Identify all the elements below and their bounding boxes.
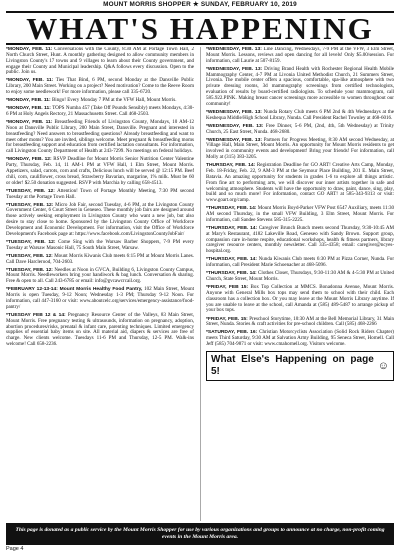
event-text: Box Top Collection at MMCS. Bonadonna Avenue, Mount Morris. Anyone with General Mills box tops may send them to school with their child. Each classroom has a collection box. Or you may leave at the Mount Morris Library anytime. If you are unable to leave at the school, call Amanda at (585) 489-5487 to arrange pickup of your box tops. [206, 284, 394, 314]
event-date: *MONDAY, FEB. 11: [6, 47, 53, 52]
event-entry [206, 285, 394, 314]
event-date: *TUESDAY, FEB. 12: [6, 188, 55, 194]
event-entry [6, 157, 194, 186]
masthead: MOUNT MORRIS SHOPPER ★ SUNDAY, FEBRUARY 10, 2019 [103, 1, 297, 8]
event-date: *FRIDAY, FEB 15: [206, 285, 249, 291]
event-entry [6, 120, 194, 155]
event-date: *SATURDAY, FEB. 16: [206, 330, 258, 336]
event-entry [206, 257, 394, 269]
event-entry [6, 78, 194, 96]
event-date: *MONDAY, FEB. 11: [6, 106, 51, 112]
event-entry [6, 47, 194, 76]
event-text: Clothes Closet, Thursdays, 9:30-11:30 AM & 4-5:30 PM at United Church, State Street, Mount Morris. [206, 270, 394, 283]
smiley-icon: ☺ [377, 359, 389, 372]
right-entries [206, 47, 394, 348]
event-date: *THURSDAY, FEB. 14: [206, 257, 258, 263]
event-entry [6, 268, 194, 286]
page-title: WHAT'S HAPPENING [6, 11, 394, 45]
event-text: Micro Job Fair, second Tuesday, 4-6 PM, at the Livingston County Government Center, 6 Court Street in Geneseo. These monthly job fairs are designed around those actively seeking employment in Livingston County who want a new job, but also desire to stay close to home. Sponsored by the Livingston County Office of Workforce Development and Economic Development. For information, visit the Office of Workforce Development's Facebook page at: https://www.facebook.com/LivingstonCountyJobFair/ [6, 201, 194, 237]
event-text: Preschool Storytime, 10:30 AM at the Bell Memorial Library, 31 Main Street, Nunda. Stories & craft activities for pre-school children. Call (585) 468-2266 [206, 315, 394, 328]
event-entry [206, 271, 394, 283]
event-date: *FEBRUARY 12-13-14: Mount Morris Healthy Food Pantry, [6, 287, 143, 293]
event-date: *TUESDAY, FEB. 12: [6, 239, 56, 245]
event-text: Line Dancing, Wednesdays, 7-9 PM at the VFW, 3 Elm Street, Mount Morris. Lessons, reviews and open dancing for all levels! Only $5.00/session. For information, call Laurie at 507-8159. [206, 47, 394, 64]
event-text: Needles at Noon in GVCA, Building 6, Livingston County Campus, Mount Morris. Needleworkers bring your handiwork & bag lunch. Conversation & sharing. Free & open to all. Call 243-6785 or email: info@gvcawcrcail.org. [6, 266, 194, 285]
event-text: Bingo! Every Monday 7 PM at the VFW Hall, Mount Morris. [51, 97, 177, 104]
event-date: *THURSDAY, FEB. 14: [206, 225, 258, 231]
event-date: *TUESDAY, FEB. 12: [6, 267, 53, 273]
event-date: *WEDNESDAY, FEB. 13: [206, 47, 262, 52]
event-text: Pregnancy Resource Center of the Valleys, 83 Main Street, Mount Morris. Free pregnancy testing & ultrasounds, information on pregnancy, adoption, abortion procedures/risks, prenatal & infant care, parenting techniques. Limited emergency supplies of essential baby items on site. All material aid, diapers & services are free of charge. New clients welcome. Tuesdays 11-6 PM and Thursday, 12-5 PM. Walk-ins welcome! Call 658-2236. [6, 311, 194, 348]
event-date: *TUESDAY, FEB. 12: [6, 253, 53, 259]
event-date: *THURSDAY, FEB. 14: [206, 271, 257, 277]
event-entry [206, 124, 394, 136]
event-date: *WEDNESDAY, FEB. 13: [206, 137, 262, 143]
event-date: *MONDAY, FEB. 11: [6, 78, 54, 84]
event-text: Come Sing with the Warsaw Barber Shoppers, 7-9 PM every Tuesday at Warsaw Masonic Hall, 75 South Main Street, Warsaw. [6, 238, 194, 251]
event-entry [6, 254, 194, 266]
event-text: Breastfeeding Friends of Livingston County, Mondays, 10 AM-12 Noon at Dansville Public Library, 200 Main Street, Dansville. Pregnant and interested in breastfeeding? Need answers to breastfeeding questions? Already breastfeeding and want to meet other moms? You are invited, siblings welcome. Meet pregnant & breastfeeding moms for breastfeeding support and education from certified lactation consultants. For information, call Livingston County Department of Health at 243-7299. No meetings on federal holidays. [6, 119, 194, 155]
event-text: Nunda Rotary Club meets 6 PM 2nd & 4th Wednesdays at the Keshequa Middle/High School Library, Nunda. Call President Rachel Townley at 468-6016. [206, 108, 394, 121]
event-entry [206, 226, 394, 255]
event-date: *WEDNESDAY, FEB. 13: [206, 123, 264, 129]
event-text: Attention! Town of Portage Monthly Meeting, 7:30 PM second Tuesday at the Portage Town Hall. [6, 187, 194, 200]
event-date: THURSDAY, FEB. 14: [206, 163, 256, 169]
event-entry [206, 317, 394, 329]
event-text: Nunda Kiwanis Club meets 6:30 PM at Pizza Corner, Nunda. For information, call President Marie Schoenacher at 468-5096. [206, 256, 394, 269]
event-text: Partners for Progress Meeting, 8:30 AM second Wednesday, at Village Hall, Main Street, Mount Morris. An opportunity for Mount Morris residents to get involved in community events and development! Bring your friends! For information, call Molly at (315) 383-3205. [206, 136, 394, 161]
events-columns [6, 47, 394, 521]
event-entry [6, 313, 194, 348]
event-date: *TUESDAY, FEB. 12: [6, 202, 54, 208]
event-text: Mount Morris Boyd-Parker VFW Post 6547 Auxiliary, meets 11:30 AM second Thursday, in the small VFW Building, 3 Elm Street, Mount Morris. For information, call Sandee Stevens 585-315-2225. [206, 205, 394, 223]
event-text: 102 Main Street, Mount Morris is open Tuesday, 9-12 Noon; Wednesday 1-3 PM; Thursday 9-12 Noon. For information, call 447-3160 or visit: www.aboutcelc.org/services/emergency-assistance/food-pantry/ [6, 286, 194, 310]
event-entry [206, 206, 394, 224]
event-entry [6, 287, 194, 310]
event-text: Caregiver Brunch Bunch meets second Thursday, 9:30-10:45 AM at Mary's Restaurant, 4182 Lakeville Road, Geneseo with Sandy Brown. Support group, compassion care in-home respite, educational workshops, health & fitness partners, library caregiver resource centers, monthly newsletter. Call 335-4358; email: caregiver@ncyes-hospital.org. [206, 224, 394, 255]
event-date: *MONDAY, FEB. 12: [6, 157, 52, 163]
event-text: Ties That Bind, 6 PM, second Monday at the Dansville Public Library, 200 Main Street. Working on a project? Need motivation? Come to the Reeve Room to enjoy some needlework! For more information, please call 335-6720. [6, 77, 194, 96]
footer-notice: This page is donated as a public service by the Mount Morris Shopper for use by various organizations and groups to announce at no charge, non-profit coming events in the Mount Morris area. [6, 523, 394, 545]
event-entry [206, 67, 394, 108]
event-entry [6, 98, 194, 104]
event-entry [206, 138, 394, 161]
event-date: *TUESDAY FEB 12 & 14: [6, 312, 66, 318]
event-entry [6, 203, 194, 238]
event-date: *THURSDAY, FEB. 14: [206, 206, 257, 212]
promo-text: What Else's Happening on page 5! [211, 353, 374, 377]
event-text: RSVP Deadline for Mount Morris Senior Nutrition Center Valentine Party, Thursday, Feb. 14, 11 AM-1 PM at VFW Hall, 1 Elm Street, Mount Morris. Appetizers, salad, carrots, corn and crafts, Delicious lunch will be served @ 12:15 PM. Beef chili, corn, cauliflower, cross bread, Strawberry Bavarian, margarine, 1% milk. Must be 60 or older! $2.50 donation suggested. RSVP with Marchia by calling 658-4513. [6, 156, 194, 186]
left-column [6, 47, 194, 521]
event-text: TOPS Numba 457 (Take Off Pounds Sensibly) meets Mondays, 4:30-6 PM at Holy Angels Rectory, 21 Massachusetts Street. Call 468-2503. [6, 105, 194, 117]
event-text: Conversations with the County, 8:30 AM at Portage Town Hall, 2 North Church Street, Hunt. A monthly gathering designed to allow community members in Livingston County's 17 towns and 9 villages to learn about their County government, and engage their County and Municipal leadership. Q&A follows every discussion. Open to the public. Join us. [6, 47, 194, 76]
event-entry [206, 47, 394, 65]
event-entry [206, 330, 394, 348]
event-date: *WEDNESDAY, FEB. 13: [206, 66, 263, 72]
event-entry [6, 106, 194, 118]
event-text: Registration Deadline for GO ART! Creative Arts Camp, Monday, Feb. 18-Friday, Feb. 22, 9 AM-3 PM at the Seymour Place Building, 201 E. Main Street, Batavia. An amazing opportunity for students in grades 1-6 to explore all things artistic. From fine art to performing arts, we will discover our inner artists together in safe and welcoming atmosphere. Students will have the opportunity to draw, paint, dance, sing, play, build and so much more! For information, contact GO ART! at 585-343-9313 or visit: www.goart.org/camp. [206, 162, 394, 204]
right-column [200, 47, 394, 521]
event-text: Christian Motorcyclists Association (Solid Rock Riders Chapter) meets Third Saturday, 9:30 AM at Salvation Army Building, 95 Seneca Street, Hornell. Call Jeff (585) 704-9871 or visit: www.cmahornell.org. Visitors welcome. [206, 329, 394, 348]
event-date: *MONDAY, FEB. 11: [6, 98, 51, 104]
event-entry [206, 110, 394, 122]
event-entry [6, 189, 194, 201]
event-entry [6, 240, 194, 252]
promo-box [206, 351, 394, 381]
page-number: Page 4 [6, 546, 24, 552]
event-text: Driving Brand Health with Rochester Regional Health Mobile Mammography Center, 4-7 PM at Livonia United Methodist Church, 21 Summers Street, Livonia. The mobile center offers a spacious, comfortable, spa-like atmosphere with two private dressing rooms, 3d mammography screenings from certified technologists, evaluation of results by board-certified radiologists. To schedule your mammogram, call 585.922.PINK. Making breast cancer screenings more accessible to women throughout our community! [206, 65, 394, 107]
event-date: *MONDAY, FEB. 11: [6, 120, 53, 126]
event-text: Mount Morris Kiwanis Club meets 6:15 PM at Mount Morris Lanes. Call Dave Harclerood, 704-2603. [6, 252, 194, 265]
event-date: *WEDNESDAY, FEB. 13: [206, 109, 262, 115]
event-text: Free Dinner, 5-6 PM, (2nd, 4th, 5th Wednesday) at Trinity Church, 25 East Street, Nunda. 468-2680. [206, 122, 394, 135]
event-date: *FRIDAY, FEB. 15: [206, 316, 248, 322]
event-entry [206, 163, 394, 204]
